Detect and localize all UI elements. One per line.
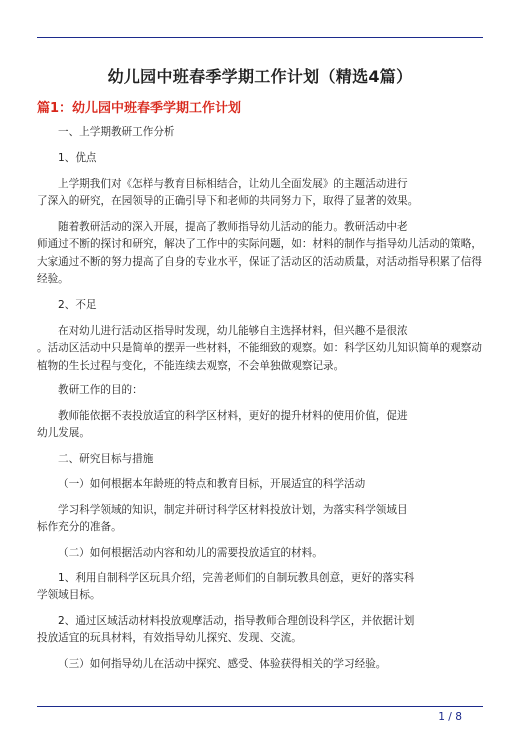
subheading-line: （三）如何指导幼儿在活动中探究、感受、体验获得相关的学习经验。 — [58, 658, 387, 670]
paragraph-line: 2、通过区域活动材料投放观摩活动，指导教师合理创设科学区，并依据计划 — [58, 615, 415, 627]
paragraph-line: 师通过不断的探讨和研究，解决了工作中的实际问题，如：材料的制作与指导幼儿活动的策略， — [37, 238, 482, 250]
paragraph-line: 了深入的研究，在园领导的正确引导下和老师的共同努力下，取得了显著的效果。 — [37, 195, 419, 207]
paragraph-line: 学习科学领域的知识，制定并研讨科学区材料投放计划，为落实科学领域目 — [58, 504, 408, 516]
subheading-line: 1、优点 — [58, 152, 97, 164]
paragraph-line: 经验。 — [37, 273, 69, 285]
paragraph-line: 在对幼儿进行活动区指导时发现，幼儿能够自主选择材料，但兴趣不是很浓 — [58, 325, 408, 337]
paragraph-line: 投放适宜的玩具材料，有效指导幼儿探究、发现、交流。 — [37, 632, 302, 644]
subheading-line: （一）如何根据本年龄班的特点和教育目标，开展适宜的科学活动 — [58, 478, 366, 490]
paragraph-line: 。活动区活动中只是简单的摆弄一些材料，不能细致的观察。如：科学区幼儿知识简单的观察动 — [37, 342, 482, 354]
subheading-line: 2、不足 — [58, 299, 97, 311]
paragraph-line: 随着教研活动的深入开展，提高了教师指导幼儿活动的能力。教研活动中老 — [58, 221, 408, 233]
heading-line: 一、上学期教研工作分析 — [58, 126, 175, 138]
document-title: 幼儿园中班春季学期工作计划（精选4篇） — [107, 67, 413, 86]
header-rule — [37, 37, 483, 38]
paragraph-line: 幼儿发展。 — [37, 427, 90, 439]
paragraph-line: 1、利用自制科学区玩具介绍，完善老师们的自制玩教具创意，更好的落实科 — [58, 572, 415, 584]
paragraph-line: 教师能依据不表投放适宜的科学区材料，更好的提升材料的使用价值，促进 — [58, 410, 408, 422]
heading-line: 二、研究目标与措施 — [58, 453, 154, 465]
page-number: 1 / 8 — [438, 711, 462, 723]
subheading-line: （二）如何根据活动内容和幼儿的需要投放适宜的材料。 — [58, 547, 323, 559]
subheading-line: 教研工作的目的： — [58, 384, 143, 396]
section-heading: 篇1：幼儿园中班春季学期工作计划 — [37, 101, 242, 116]
paragraph-line: 上学期我们对《怎样与教育目标相结合，让幼儿全面发展》的主题活动进行 — [58, 178, 408, 190]
paragraph-line: 植物的生长过程与变化，不能连续去观察，不会单独做观察记录。 — [37, 360, 345, 372]
footer-rule — [37, 706, 483, 707]
paragraph-line: 标作充分的准备。 — [37, 521, 122, 533]
paragraph-line: 学领域目标。 — [37, 589, 101, 601]
paragraph-line: 大家通过不断的努力提高了自身的专业水平，保证了活动区的活动质量，对活动指导积累了信得 — [37, 256, 482, 268]
